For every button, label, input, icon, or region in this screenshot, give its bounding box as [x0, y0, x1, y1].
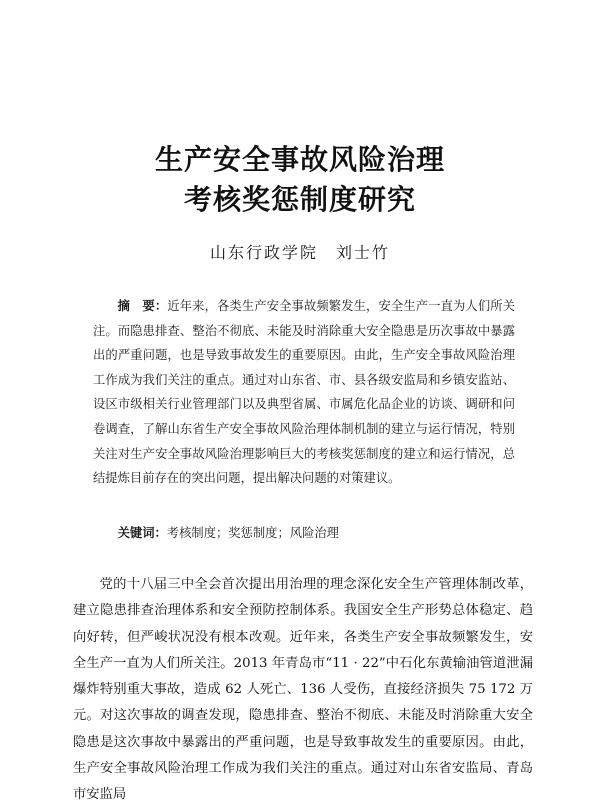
paper-title-line-2: 考核奖惩制度研究	[183, 183, 416, 216]
author-line	[0, 240, 600, 263]
abstract-label: 摘 要：	[117, 299, 168, 313]
keywords-label: 关键词：	[117, 526, 167, 540]
keywords-text: 考核制度；奖惩制度；风险治理	[166, 526, 339, 540]
paper-title-line-1: 生产安全事故风险治理	[154, 143, 445, 176]
abstract	[93, 294, 515, 491]
author-affiliation: 山东行政学院	[209, 243, 318, 262]
abstract-text: 近年来，各类生产安全事故频繁发生，安全生产一直为人们所关注。而隐患排查、整治不彻底、未能及时消除重大安全隐患是历次事故中暴露出的严重问题，也是导致事故发生的重要原因。由此，生产安全事故风险治理工作成为我们关注的重点。通过对山东省、市、县各级安监局和乡镇安监站、设区市级相关行业管理部门以及典型省属、市属危化品企业的访谈、调研和问卷调查，了解山东省生产安全事故风险治理体制机制的建立与运行情况，特别关注对生产安全事故风险治理影响巨大的考核奖惩制度的建立和运行情况，总结提炼目前存在的突出问题，提出解决问题的对策建议。	[93, 299, 515, 486]
body-paragraph: 党的十八届三中全会首次提出用治理的理念深化安全生产管理体制改革，建立隐患排查治理体系和安全预防控制体系。我国安全生产形势总体稳定、趋向好转，但严峻状况没有根本改观。近年来，各类生产安全事故频繁发生，安全生产一直为人们所关注。2013 年青岛市“11 · 22”中石化东黄输油管道泄漏爆炸特别重大事故，造成 62 人死亡、136 人受伤，直接经济损失 75 172 万元。对这次事故的调查发现，隐患排查、整治不彻底、未能及时消除重大安全隐患是这次事故中暴露出的严重问题，也是导致事故发生的重要原因。由此，生产安全事故风险治理工作成为我们关注的重点。通过对山东省安监局、青岛市安监局	[73, 577, 533, 803]
author-name: 刘士竹	[336, 243, 391, 262]
keywords	[93, 522, 515, 544]
